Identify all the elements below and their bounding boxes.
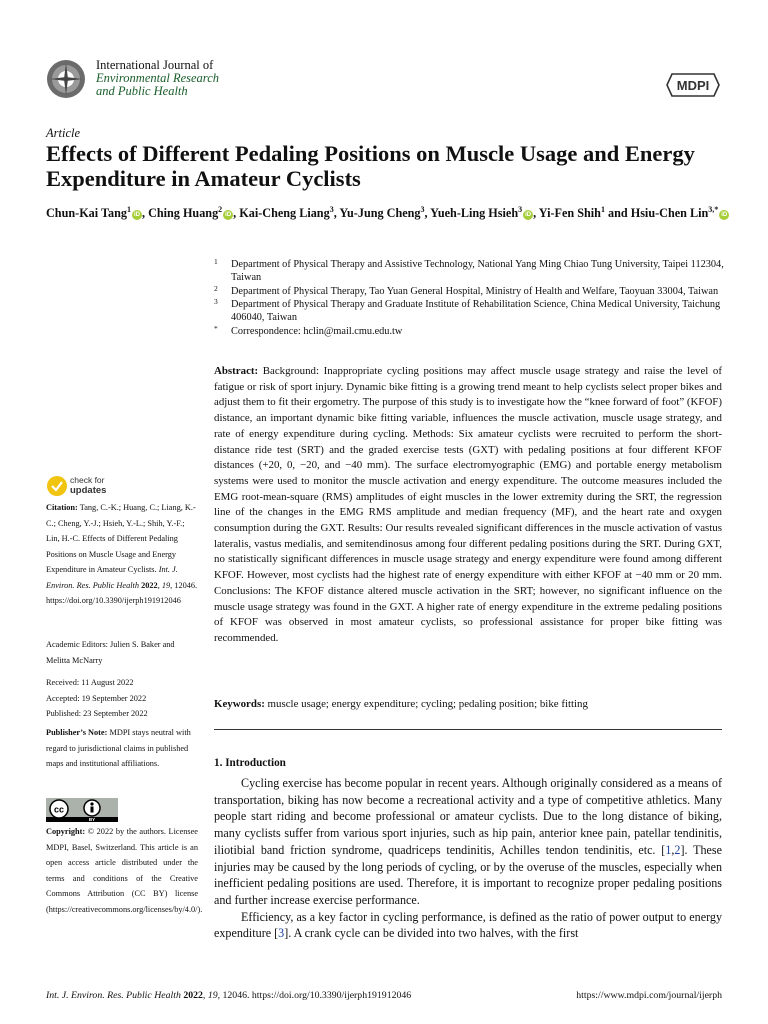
paper-title: Effects of Different Pedaling Positions on Muscle Usage and Energy Expenditure in Amateur Cyclists <box>46 141 695 191</box>
author-affiliation-number: 1 <box>600 205 605 214</box>
author-affiliation-number: 3,* <box>708 205 719 214</box>
abstract <box>214 364 722 647</box>
abstract-text: Background: Inappropriate cycling positions may affect muscle usage strategy and raise the level of fatigue or risk of sport injury. Dynamic bike fitting is a growing trend meant to help cyclists select proper bikes and adjust them to fit their ergometry. The purpose of this study is to investigate how the “knee forward of foot” (KFOF) distance, an important dynamic bike fitting variable, influences the muscle activation, muscle usage strategy, and rate of energy expenditure during cycling. Methods: Six amateur cyclists were recruited to perform the short-distance ride test (SRT) and the graded exercise tests (GXT) with pedaling positions at four different KFOF distances (+20, 0, −20, and −40 mm). The surface electromyographic (EMG) and portable energy metabolism systems were used to monitor the muscle activation and energy expenditure. The outcome measures included the EMG root-mean-square (RMS) amplitudes of eight muscles in the lower extremity during the SRT, the regression line of the changes in the EMG RMS amplitude and median frequency (MF), and the heart rate and oxygen consumption during the GXT. Results: Our results revealed significant differences in the muscle activation of vastus lateralis, vastus medialis, and semitendinosus among four different pedaling positions during the SRT. During GXT, no statistically significant differences in muscle usage strategy and energy expenditure were found among different KFOF. However, most cyclists had the highest rate of energy expenditure with either KFOF at −40 mm or 20 mm. Conclusions: The KFOF distance altered muscle activation in the SRT; however, no significant influence on the muscle usage strategy was found in the GXT. A higher rate of energy expenditure in the extreme pedaling positions of KFOF was observed in most amateur cyclists, so professional assistance for proper bike fitting was recommended. <box>214 365 722 644</box>
author-name[interactable]: Yi-Fen Shih <box>538 206 601 221</box>
intro-paragraph-1: Cycling exercise has become popular in recent years. Although originally considered as a means of transportation, biking has now become a recreational activity and a type of competitive athletics. Many people start riding and become professional or amateur cyclists. Due to the long distance of biking, many cyclists suffer from various sport injuries, such as hip pain, anterior knee pain, patellar tendinitis, iliotibial band friction syndrome, quadriceps tendinitis, Achilles tendon tendinitis, etc. [1,2]. These injuries may be caused by the long periods of cycling, or by the overuse of the muscles, especially when inefficient pedaling positions are used. Therefore, it is important to recognize proper pedaling positions and further increase exercise performance. <box>214 776 722 907</box>
citation-text: Tang, C.-K.; Huang, C.; Liang, K.-C.; Cheng, Y.-J.; Hsieh, Y.-L.; Shih, Y.-F.; Lin, H.-C. Effects of Different Pedaling Positions on Muscle Usage and Energy Expenditure in Amateur Cyclists. <box>46 503 196 574</box>
introduction-body <box>214 775 722 942</box>
affiliation-number: 3 <box>214 297 218 307</box>
dates-block <box>46 675 198 722</box>
cc-by-license-icon[interactable] <box>46 798 118 822</box>
footer-journal-url[interactable]: https://www.mdpi.com/journal/ijerph <box>576 990 722 1001</box>
mdpi-logo <box>664 71 722 99</box>
copyright-label: Copyright: <box>46 827 86 836</box>
orcid-icon[interactable]: iD <box>133 212 140 219</box>
reference-link-2[interactable]: 2 <box>674 842 681 857</box>
author-affiliation-number: 1 <box>126 205 131 214</box>
intro-paragraph-2: Efficiency, as a key factor in cycling performance, is defined as the ratio of power output to energy expenditure [3]. A crank cycle can be divided into two halves, with the first <box>214 909 722 941</box>
keywords-text: muscle usage; energy expenditure; cycling; pedaling position; bike fitting <box>264 698 588 710</box>
author-name[interactable]: Ching Huang <box>148 206 219 221</box>
copyright-text: © 2022 by the authors. Licensee MDPI, Basel, Switzerland. This article is an open access article distributed under the terms and conditions of the Creative Commons Attribution (CC BY) license (https://creativecommons.org/licenses/by/4.0/). <box>46 827 203 914</box>
orcid-icon[interactable]: iD <box>721 212 728 219</box>
keywords <box>214 697 722 712</box>
citation-year: 2022 <box>139 580 158 590</box>
published-date: Published: 23 September 2022 <box>46 709 148 718</box>
orcid-icon[interactable]: iD <box>525 212 532 219</box>
author-name[interactable]: Kai-Cheng Liang <box>239 206 330 221</box>
footer-doi[interactable]: , 12046. https://doi.org/10.3390/ijerph191912046 <box>217 990 412 1001</box>
received-date: Received: 11 August 2022 <box>46 678 134 687</box>
academic-editors-text: Academic Editors: Julien S. Baker and Melitta McNarry <box>46 640 175 665</box>
publisher-note <box>46 725 198 772</box>
check-updates-line2: updates <box>70 484 107 496</box>
affiliation-text[interactable]: Correspondence: hclin@mail.cmu.edu.tw <box>231 325 403 337</box>
svg-text:cc: cc <box>53 804 65 815</box>
citation-label: Citation: <box>46 503 78 512</box>
section-heading-introduction: 1. Introduction <box>214 757 286 769</box>
author-name[interactable]: and Hsiu-Chen Lin <box>608 206 709 221</box>
affiliation-text: Department of Physical Therapy, Tao Yuan General Hospital, Ministry of Health and Welfare, Taoyuan 33004, Taiwan <box>231 285 719 297</box>
author-separator: , <box>233 206 240 221</box>
journal-name-line1: Environmental Research <box>96 71 219 85</box>
affiliation-item <box>214 298 724 324</box>
publisher-note-label: Publisher’s Note: <box>46 728 108 737</box>
author-affiliation-number: 2 <box>218 205 223 214</box>
author-name[interactable]: Yueh-Ling Hsieh <box>430 206 519 221</box>
article-type: Article <box>46 126 81 140</box>
author-name[interactable]: Yu-Jung Cheng <box>339 206 421 221</box>
reference-link-3[interactable]: 3 <box>278 926 285 941</box>
copyright-block <box>46 824 203 917</box>
author-separator: , <box>424 206 431 221</box>
journal-name-line2: and Public Health <box>96 84 188 98</box>
citation-doi[interactable]: , 12046. https://doi.org/10.3390/ijerph191912046 <box>46 580 198 605</box>
affiliation-text: Department of Physical Therapy and Assistive Technology, National Yang Ming Chiao Tung University, Taipei 112304, Taiwan <box>231 259 724 284</box>
footer-journal: Int. J. Environ. Res. Public Health <box>46 990 181 1001</box>
affiliations <box>214 258 724 338</box>
affiliation-text: Department of Physical Therapy and Graduate Institute of Rehabilitation Science, China Medical University, Taichung 406040, Taiwan <box>231 299 721 324</box>
affiliation-number: 1 <box>214 257 218 266</box>
author-separator: , <box>141 206 149 221</box>
academic-editors <box>46 637 198 668</box>
author-separator: , <box>333 206 340 221</box>
journal-logo-icon <box>46 59 86 99</box>
author-separator: , <box>533 206 539 221</box>
author-affiliation-number: 3 <box>329 205 334 214</box>
reference-link-1[interactable]: 1 <box>665 842 672 857</box>
affiliation-item <box>214 325 724 338</box>
orcid-icon[interactable]: iD <box>225 212 232 219</box>
accepted-date: Accepted: 19 September 2022 <box>46 693 147 703</box>
affiliation-item <box>214 258 724 284</box>
publisher-note-text: MDPI stays neutral with regard to jurisdictional claims in published maps and institutional affiliations. <box>46 728 191 768</box>
author-affiliation-number: 3 <box>420 205 425 214</box>
footer-year: 2022 <box>183 990 203 1001</box>
author-list <box>46 201 736 222</box>
journal-name <box>96 59 219 98</box>
author-name[interactable]: Chun-Kai Tang <box>46 206 127 221</box>
footer-citation: Int. J. Environ. Res. Public Health 2022, 19, 12046. https://doi.org/10.3390/ijerph191912046 <box>46 990 412 1001</box>
publisher-name: MDPI <box>676 78 710 93</box>
citation-journal: Int. J. Environ. Res. Public Health <box>46 565 178 590</box>
affiliation-number: 2 <box>214 283 218 293</box>
check-updates-line1: check for <box>70 475 105 485</box>
keywords-label: Keywords: <box>214 698 265 710</box>
author-affiliation-number: 3 <box>518 205 523 214</box>
affiliation-number: * <box>214 323 218 333</box>
section-divider <box>214 729 722 730</box>
check-updates-icon <box>46 475 68 497</box>
citation-block <box>46 500 198 609</box>
check-for-updates-badge[interactable] <box>46 475 146 497</box>
citation-volume: , 19 <box>157 580 171 590</box>
cc-by-label: BY <box>88 817 96 822</box>
abstract-label: Abstract: <box>214 365 259 377</box>
affiliation-item <box>214 285 724 298</box>
footer-volume: 19 <box>207 990 218 1001</box>
journal-prefix: International Journal of <box>96 58 214 72</box>
